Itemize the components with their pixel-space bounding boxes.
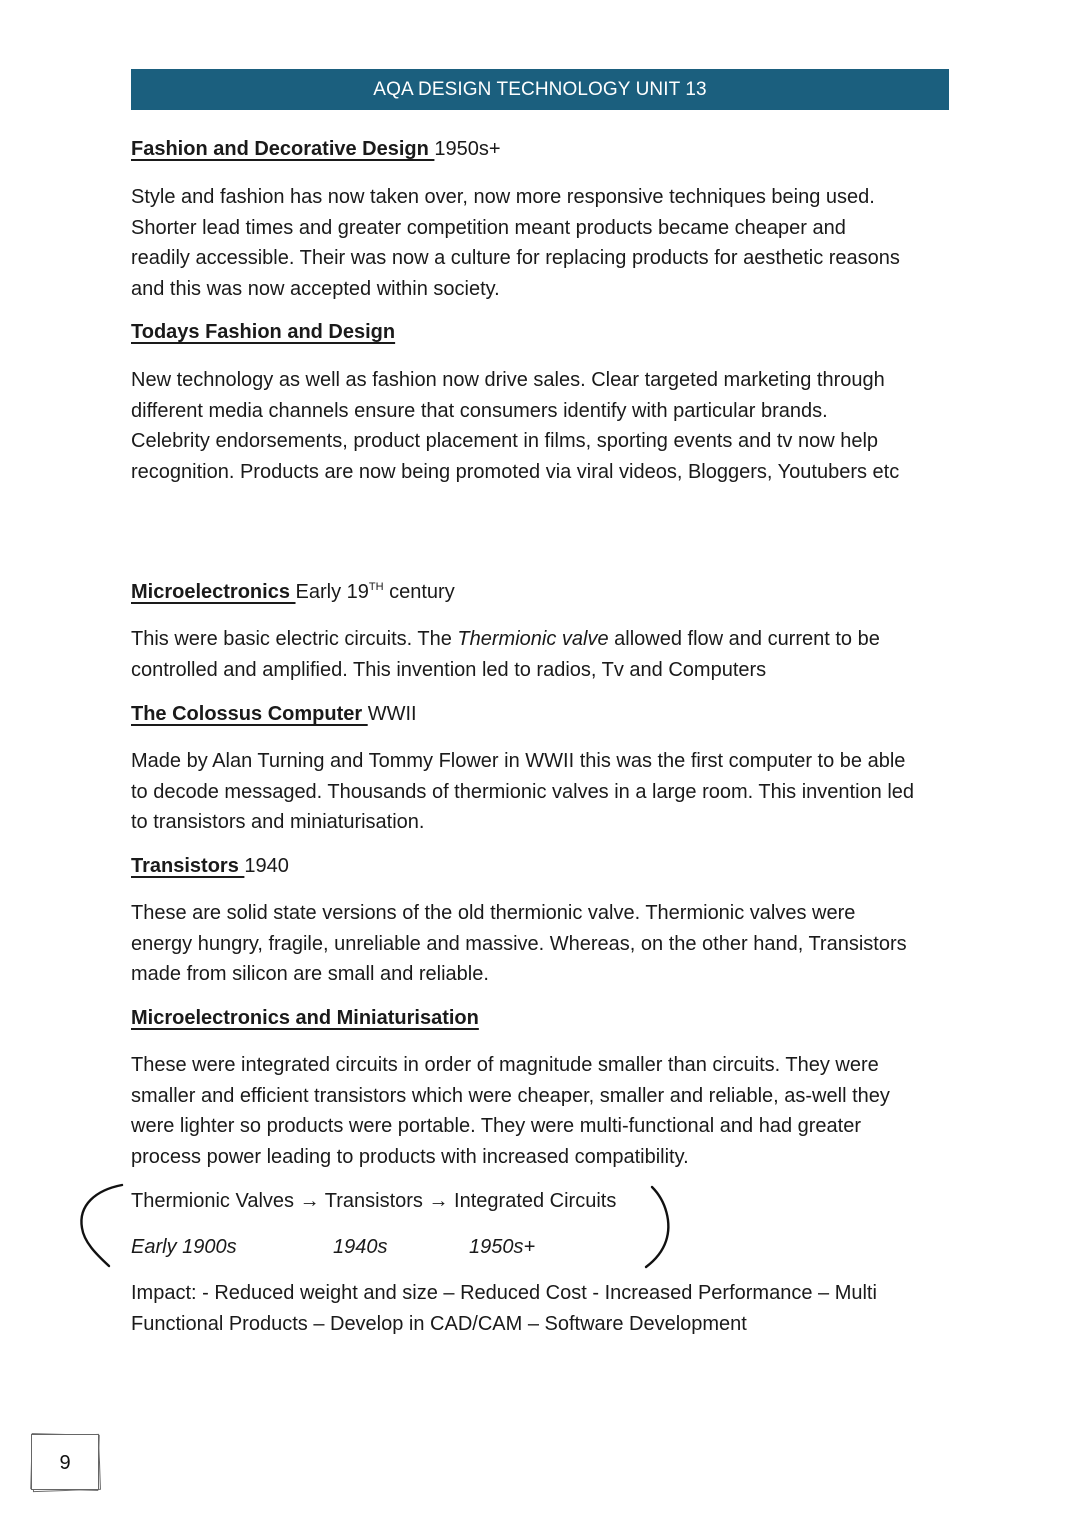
right-bracket-icon	[640, 1183, 676, 1275]
timeline-date: 1950s+	[469, 1236, 536, 1258]
heading-date: 1940	[244, 855, 289, 877]
paragraph-line: This were basic electric circuits. The Thermionic valve allowed flow and current to be	[131, 628, 880, 650]
left-bracket-icon	[76, 1180, 128, 1272]
paragraph-fashion	[131, 182, 961, 304]
paragraph-colossus	[131, 746, 961, 838]
page-number: 9	[59, 1451, 71, 1474]
timeline-sequence: Thermionic Valves → Transistors → Integrated Circuits	[131, 1190, 617, 1212]
paragraph-miniaturisation	[131, 1050, 961, 1172]
heading-title: Microelectronics and Miniaturisation	[131, 1007, 479, 1029]
heading-date: WWII	[367, 703, 417, 725]
paragraph-transistors	[131, 898, 961, 990]
paragraph-line: recognition. Products are now being promoted via viral videos, Bloggers, Youtubers etc	[131, 460, 900, 483]
paragraph-line: Celebrity endorsements, product placement in films, sporting events and tv now help	[131, 430, 879, 452]
paragraph-line: controlled and amplified. This invention led to radios, Tv and Computers	[131, 658, 767, 681]
paragraph-line: Made by Alan Turning and Tommy Flower in WWII this was the first computer to be able	[131, 750, 906, 772]
page-number-box	[31, 1434, 99, 1490]
paragraph-impact	[131, 1278, 961, 1339]
heading-title: The Colossus Computer	[131, 703, 368, 725]
header-banner	[131, 69, 949, 110]
paragraph-line: smaller and efficient transistors which were cheaper, smaller and reliable, as-well they	[131, 1084, 890, 1107]
heading-title: Microelectronics	[131, 581, 296, 603]
paragraph-line: These are solid state versions of the old thermionic valve. Thermionic valves were	[131, 902, 856, 924]
heading-date: 1950s+	[434, 138, 501, 160]
emphasis-text: Thermionic valve	[457, 628, 609, 650]
paragraph-line: different media channels ensure that consumers identify with particular brands.	[131, 399, 828, 422]
paragraph-line: energy hungry, fragile, unreliable and massive. Whereas, on the other hand, Transistors	[131, 932, 907, 955]
paragraph-line: were lighter so products were portable. They were multi-functional and had greater	[131, 1115, 862, 1137]
paragraph-line: New technology as well as fashion now drive sales. Clear targeted marketing through	[131, 369, 885, 391]
section-heading-microelectronics	[131, 581, 455, 604]
paragraph-line: Shorter lead times and greater competition meant products became cheaper and	[131, 216, 846, 239]
timeline-date: 1940s	[333, 1236, 388, 1258]
paragraph-line: Functional Products – Develop in CAD/CAM – Software Development	[131, 1312, 747, 1335]
heading-title: Fashion and Decorative Design	[131, 138, 435, 160]
paragraph-line: made from silicon are small and reliable.	[131, 963, 489, 985]
timeline-dates	[131, 1236, 631, 1262]
timeline-date: Early 1900s	[131, 1236, 237, 1258]
heading-title: Transistors	[131, 855, 245, 877]
section-heading-transistors	[131, 855, 289, 878]
paragraph-line: to decode messaged. Thousands of thermionic valves in a large room. This invention led	[131, 780, 915, 803]
header-title: AQA DESIGN TECHNOLOGY UNIT 13	[373, 78, 707, 100]
paragraph-line: Style and fashion has now taken over, now more responsive techniques being used.	[131, 186, 875, 208]
paragraph-line: Impact: - Reduced weight and size – Reduced Cost - Increased Performance – Multi	[131, 1282, 877, 1304]
paragraph-line: process power leading to products with increased compatibility.	[131, 1145, 689, 1168]
heading-date: Early 19TH century	[295, 581, 455, 603]
section-heading-todays	[131, 321, 395, 344]
heading-title: Todays Fashion and Design	[131, 321, 396, 343]
paragraph-line: and this was now accepted within society.	[131, 277, 500, 300]
paragraph-microelectronics	[131, 624, 961, 685]
section-heading-colossus	[131, 703, 417, 726]
section-heading-miniaturisation	[131, 1007, 479, 1030]
paragraph-line: These were integrated circuits in order of magnitude smaller than circuits. They were	[131, 1054, 879, 1076]
section-heading-fashion	[131, 138, 501, 161]
paragraph-line: readily accessible. Their was now a culture for replacing products for aesthetic reasons	[131, 247, 900, 269]
paragraph-todays	[131, 365, 961, 487]
paragraph-line: to transistors and miniaturisation.	[131, 811, 425, 833]
